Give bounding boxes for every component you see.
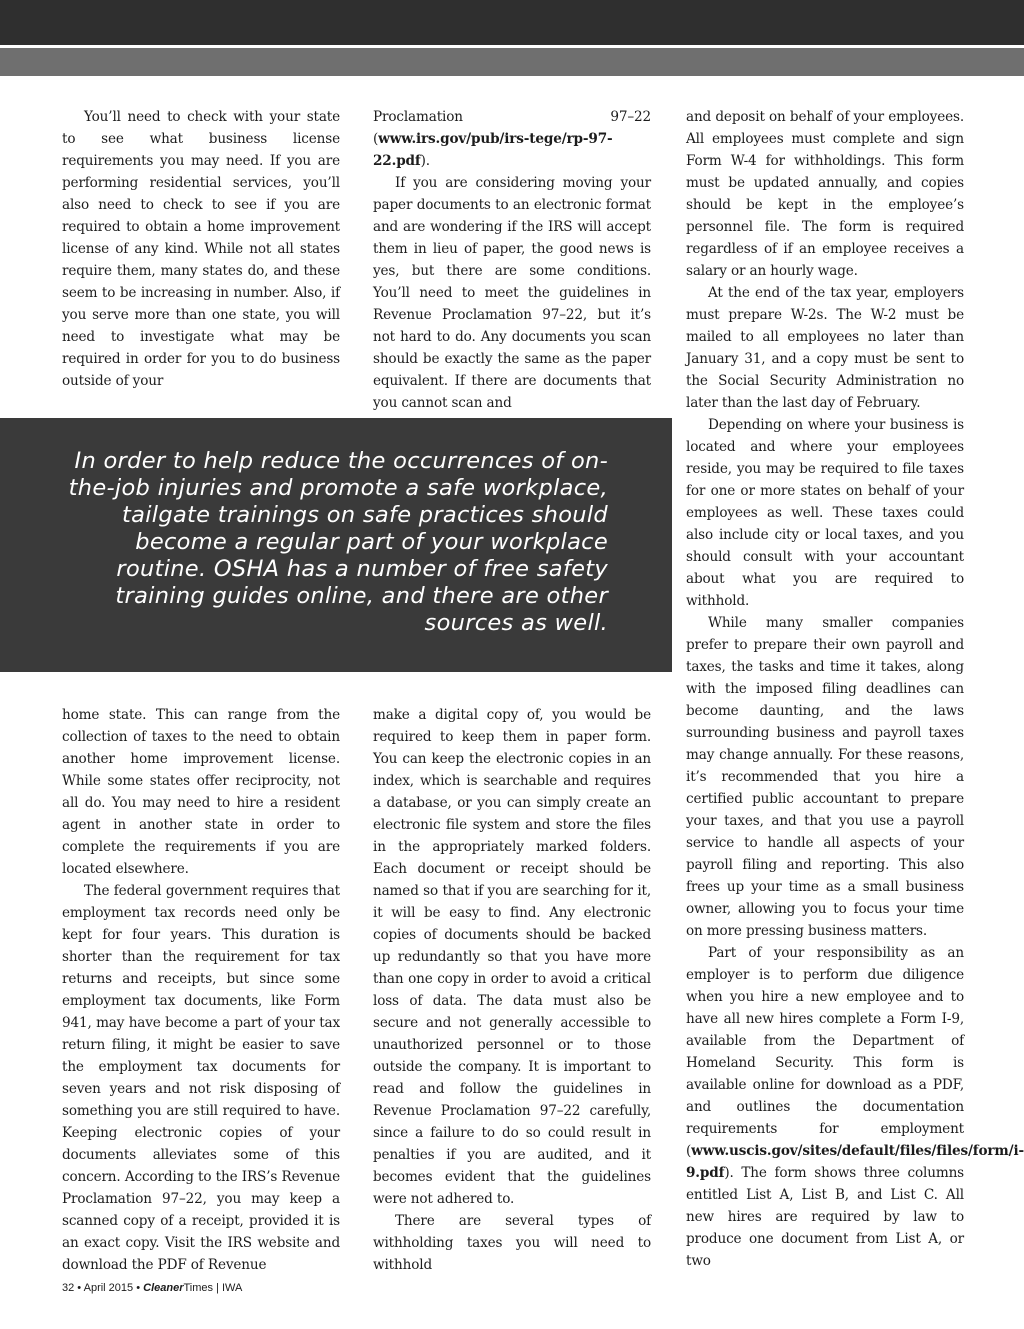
text-run: Part of your responsibility as an employer is to perform due diligence when you hire a new employee and to have all new hires complete a Form I-9, available from the Department of Homeland Security. This form is available online for download as a PDF, and outlines the documentation requirements for employment ( — [686, 945, 964, 1159]
paragraph: The federal government requires that employment tax records need only be kept for four years. This duration is shorter than the requirement for tax returns and receipts, but since some employment tax documents, like Form 941, may have become a part of your tax return filing, it might be easier to save the employment tax documents for seven years and not risk disposing of something you are still required to have. Keeping electronic copies of your documents alleviates some of this concern. According to the IRS’s Revenue Proclamation 97–22, you may keep a scanned copy of a receipt, provided it is an exact copy. Visit the IRS website and download the PDF of Revenue — [62, 883, 340, 1273]
irs-link[interactable]: www.irs.gov/pub/irs-tege/rp-97-22.pdf — [373, 131, 613, 169]
paragraph: Depending on where your business is located and where your employees reside, you may be required to file taxes for one or more states on behalf of your employees as well. These taxes could also include city or local taxes, and you should consult with your accountant about what you are required to withhold. — [686, 417, 964, 609]
paragraph: If you are considering moving your paper documents to an electronic format and are wondering if the IRS will accept them in lieu of paper, the good news is yes, but there are some conditions. You’ll need to meet the guidelines in Revenue Proclamation 97–22, but it’s not hard to do. Any documents you scan should be exactly the same as the paper equivalent. If there are documents that you cannot scan and — [373, 175, 651, 411]
pull-quote-box — [0, 418, 672, 672]
paragraph: While many smaller companies prefer to prepare their own payroll and taxes, the tasks and time it takes, along with the imposed filing deadlines can become daunting, and the laws surrounding business and payroll taxes may change annually. For these reasons, it’s recommended that you hire a certified public accountant to prepare your taxes, and that you use a payroll service to handle all aspects of your payroll filing and reporting. This also frees up your time as a small business owner, allowing you to focus your time on more pressing business matters. — [686, 615, 964, 939]
column-2-bottom — [373, 704, 651, 1276]
paragraph — [373, 106, 651, 172]
text-run: Proclamation 97–22 ( — [373, 109, 651, 147]
column-1-bottom — [62, 704, 340, 1276]
paragraph: home state. This can range from the collection of taxes to the need to obtain another home improvement license. While some states offer reciprocity, not all do. You may need to hire a resident agent in another state in order to complete the requirements if you are located elsewhere. — [62, 707, 340, 877]
page-footer — [62, 1282, 242, 1294]
paragraph: At the end of the tax year, employers must prepare W-2s. The W-2 must be mailed to all employees no later than January 31, and a copy must be sent to the Social Security Administration no later than the last day of February. — [686, 285, 964, 411]
publication-name: Times | IWA — [183, 1282, 243, 1294]
paragraph: There are several types of withholding taxes you will need to withhold — [373, 1213, 651, 1273]
text-run: ). The form shows three columns entitled List A, List B, and List C. All new hires are required by law to produce one document from List A, or two — [686, 1165, 964, 1269]
page-number: 32 — [62, 1282, 75, 1294]
column-2-top — [373, 106, 651, 411]
header-gray-bar — [0, 48, 1024, 76]
separator: • — [133, 1282, 144, 1294]
column-1-top — [62, 106, 340, 396]
column-3 — [686, 106, 1024, 1276]
paragraph: make a digital copy of, you would be required to keep them in paper form. You can keep the electronic copies in an index, which is searchable and requires a database, or you can simply create an electronic file system and store the files in the appropriately marked folders. Each document or receipt should be named so that if you are searching for it, it will be easy to find. Any electronic copies of documents should be backed up redundantly so that you have more than one copy in order to avoid a critical loss of data. The data must also be secure and not generally accessible to unauthorized personnel or to those outside the company. It is important to read and follow the guidelines in Revenue Proclamation 97–22 carefully, since a failure to do so could result in penalties if you are audited, and it becomes evident that the guidelines were not adhered to. — [373, 707, 651, 1207]
uscis-link[interactable]: www.uscis.gov/sites/default/files/files/form/i-9.pdf — [686, 1143, 1024, 1181]
issue-date: April 2015 — [83, 1282, 134, 1294]
text-run: ). — [420, 153, 430, 169]
separator: • — [74, 1282, 84, 1294]
paragraph: and deposit on behalf of your employees. All employees must complete and sign Form W-4 for withholdings. This form must be updated annually, and copies should be kept in the employee’s personnel file. The form is required regardless of if an employee receives a salary or an hourly wage. — [686, 109, 964, 279]
paragraph: You’ll need to check with your state to see what business license requirements you may need. If you are performing residential services, you’ll also need to check to see if you are required to obtain a home improvement license of any kind. While not all states require them, many states do, and these seem to be increasing in number. Also, if you serve more than one state, you will need to investigate what may be required in order for you to do business outside of your — [62, 109, 340, 389]
publication-brand: Cleaner — [143, 1282, 184, 1294]
header-dark-bar — [0, 0, 1024, 45]
paragraph — [686, 942, 1024, 1272]
pull-quote-text: In order to help reduce the occurrences of on-the-job injuries and promote a safe workplace, tailgate trainings on safe practices should become a regular part of your workplace routine. OSHA has a number of free safety training guides online, and there are other sources as well. — [68, 448, 608, 636]
